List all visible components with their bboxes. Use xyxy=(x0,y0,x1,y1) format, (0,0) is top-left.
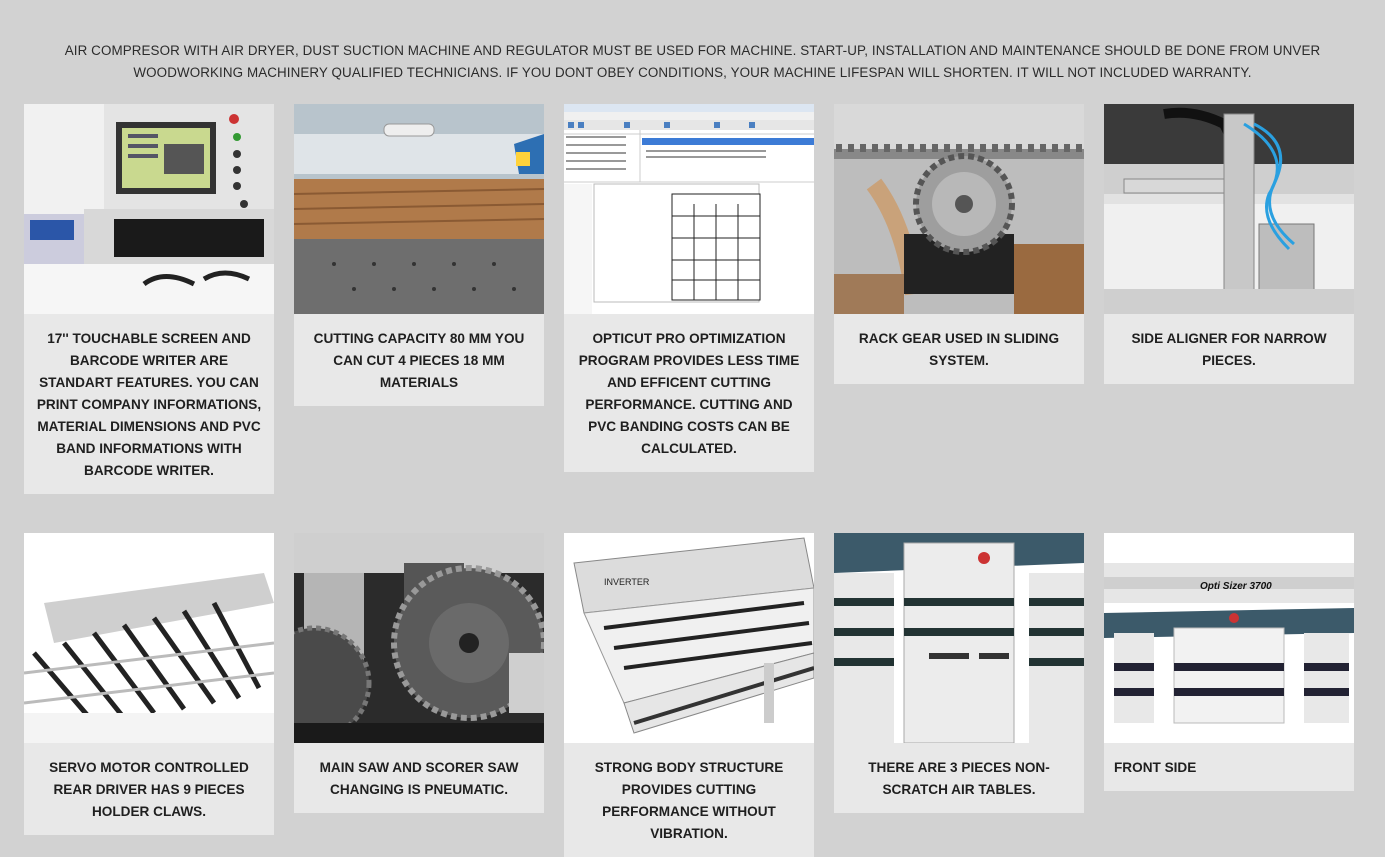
feature-card-side-aligner xyxy=(1104,104,1354,384)
feature-card-opticut xyxy=(564,104,814,472)
feature-card-saw-change xyxy=(294,533,544,813)
feature-caption: OPTICUT PRO OPTIMIZATION PROGRAM PROVIDES LESS TIME AND EFFICENT CUTTING PERFORMANCE. CUTTING AND PVC BANDING COSTS CAN BE CALCULATED. xyxy=(578,331,800,456)
inverter-label: INVERTER xyxy=(604,577,650,587)
opti-sizer-label: Opti Sizer 3700 xyxy=(1200,581,1272,592)
feature-caption: THERE ARE 3 PIECES NON-SCRATCH AIR TABLES. xyxy=(868,760,1050,797)
feature-card-servo-rear-driver xyxy=(24,533,274,835)
cutting-capacity-photo xyxy=(294,104,544,314)
saw-blades-photo xyxy=(294,533,544,743)
feature-card-front-side xyxy=(1104,533,1354,791)
warning-notice: AIR COMPRESOR WITH AIR DRYER, DUST SUCTION MACHINE AND REGULATOR MUST BE USED FOR MACHINE. START-UP, INSTALLATION AND MAINTENANCE SHOULD BE DONE FROM UNVER WOODWORKING MACHINERY QUALIFIED TECHNICIANS. IF YOU DONT OBEY CONDITIONS, YOUR MACHINE LIFESPAN WILL SHORTEN. IT WILL NOT INCLUDED WARRANTY. xyxy=(64,43,1321,80)
rack-gear-photo xyxy=(834,104,1084,314)
feature-card-body-structure xyxy=(564,533,814,857)
feature-caption: RACK GEAR USED IN SLIDING SYSTEM. xyxy=(858,331,1060,368)
feature-caption: FRONT SIDE xyxy=(1114,760,1197,775)
body-structure-photo xyxy=(564,533,814,743)
opticut-software-photo xyxy=(564,104,814,314)
touchscreen-photo xyxy=(24,104,274,314)
front-side-photo xyxy=(1104,533,1354,743)
feature-caption: 17'' TOUCHABLE SCREEN AND BARCODE WRITER ARE STANDART FEATURES. YOU CAN PRINT COMPANY INFORMATIONS, MATERIAL DIMENSIONS AND PVC BAND INFORMATIONS WITH BARCODE WRITER. xyxy=(36,331,262,478)
feature-card-touchscreen xyxy=(24,104,274,494)
feature-caption: STRONG BODY STRUCTURE PROVIDES CUTTING PERFORMANCE WITHOUT VIBRATION. xyxy=(594,760,784,841)
feature-caption: CUTTING CAPACITY 80 MM YOU CAN CUT 4 PIECES 18 MM MATERIALS xyxy=(313,331,525,390)
feature-caption: MAIN SAW AND SCORER SAW CHANGING IS PNEUMATIC. xyxy=(319,760,519,797)
feature-card-air-tables xyxy=(834,533,1084,813)
feature-card-cutting-capacity xyxy=(294,104,544,406)
feature-caption: SERVO MOTOR CONTROLLED REAR DRIVER HAS 9 PIECES HOLDER CLAWS. xyxy=(49,760,249,819)
side-aligner-photo xyxy=(1104,104,1354,314)
rear-driver-photo xyxy=(24,533,274,743)
air-tables-photo xyxy=(834,533,1084,743)
feature-card-rack-gear xyxy=(834,104,1084,384)
feature-caption: SIDE ALIGNER FOR NARROW PIECES. xyxy=(1131,331,1327,368)
